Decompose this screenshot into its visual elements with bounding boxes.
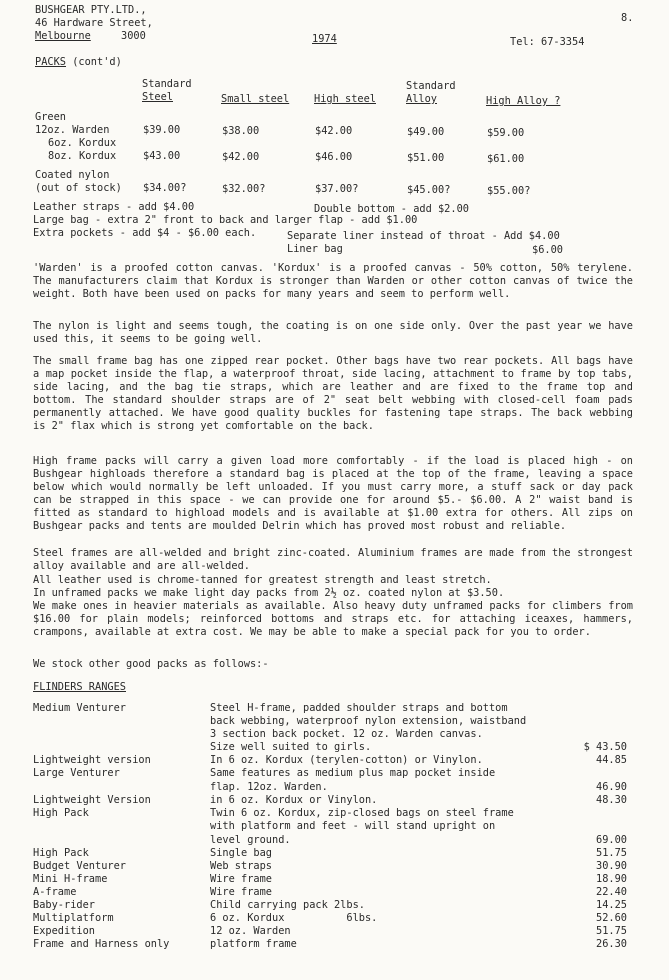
price-cell: $42.00 — [222, 151, 260, 163]
list-item — [33, 781, 633, 794]
extra-pockets: Extra pockets - add $4 - $6.00 each. — [33, 227, 257, 239]
item-price: 51.75 — [596, 847, 627, 859]
item-desc: with platform and feet - will stand upright on — [210, 820, 496, 832]
item-name: Budget Venturer — [33, 860, 126, 872]
row-label-6oz-kordux: 6oz. Kordux — [48, 137, 117, 149]
price-cell: $59.00 — [487, 127, 525, 139]
row-label-out-of-stock: (out of stock) — [35, 182, 122, 194]
extra-separate-liner: Separate liner instead of throat - Add $4.00 — [287, 230, 560, 242]
item-desc: Same features as medium plus map pocket inside — [210, 767, 496, 779]
list-item — [33, 938, 633, 951]
item-price: 51.75 — [596, 925, 627, 937]
list-item — [33, 715, 633, 728]
item-desc: Twin 6 oz. Kordux, zip-closed bags on steel frame — [210, 807, 514, 819]
item-name: Mini H-frame — [33, 873, 108, 885]
item-name: High Pack — [33, 807, 89, 819]
list-item — [33, 807, 633, 820]
item-desc: Child carrying pack 2lbs. — [210, 899, 365, 911]
company-name: BUSHGEAR PTY.LTD., — [35, 4, 147, 16]
item-desc: Wire frame — [210, 873, 272, 885]
item-name: Expedition — [33, 925, 95, 937]
list-item — [33, 767, 633, 780]
item-price: 30.90 — [596, 860, 627, 872]
paragraph-materials: 'Warden' is a proofed cotton canvas. 'Kordux' is a proofed canvas - 50% cotton, 50% terylene. The manufacturers claim that Kordux is stronger than Warden or other cotton canvas of twice the weight. Both have been used on packs for many years and seem to perform well. — [33, 262, 633, 300]
page-number: 8. — [621, 12, 634, 24]
price-cell: $61.00 — [487, 153, 525, 165]
col-header-standard-alloy: Alloy — [406, 93, 437, 105]
packs-cont: (cont'd) — [72, 56, 122, 68]
item-name: Baby-rider — [33, 899, 95, 911]
item-desc: Size well suited to girls. — [210, 741, 372, 753]
price-cell: $45.00? — [407, 184, 451, 196]
price-cell: $37.00? — [315, 183, 359, 195]
item-desc: Wire frame — [210, 886, 272, 898]
packs-title: PACKS — [35, 56, 66, 68]
item-name: Frame and Harness only — [33, 938, 170, 950]
item-price: 26.30 — [596, 938, 627, 950]
list-item — [33, 834, 633, 847]
extra-leather-straps: Leather straps - add $4.00 — [33, 201, 195, 213]
item-name: Large Venturer — [33, 767, 120, 779]
list-item — [33, 886, 633, 899]
item-price: $ 43.50 — [583, 741, 627, 753]
paragraph-frames: Steel frames are all-welded and bright zinc-coated. Aluminium frames are made from the strongest alloy available and are all-welded. — [33, 547, 633, 572]
col-header-standard-steel-line1: Standard — [142, 78, 192, 90]
company-postcode: 3000 — [121, 30, 146, 42]
col-header-small-steel: Small steel — [221, 93, 290, 105]
item-desc: level ground. — [210, 834, 291, 846]
telephone: Tel: 67-3354 — [510, 36, 585, 48]
item-desc: In 6 oz. Kordux (terylen-cotton) or Vinylon. — [210, 754, 483, 766]
item-price: 48.30 — [596, 794, 627, 806]
list-item — [33, 899, 633, 912]
paragraph-leather: All leather used is chrome-tanned for greatest strength and least stretch. — [33, 574, 492, 586]
group-green-label: Green — [35, 111, 66, 123]
item-desc: 3 section back pocket. 12 oz. Warden canvas. — [210, 728, 483, 740]
paragraph-heavy-duty: We make ones in heavier materials as available. Also heavy duty unframed packs for climbers from $16.00 for plain models; reinforced bottoms and straps etc. for attaching iceaxes, hammers, crampons, available at extra cost. We may be able to make a special pack for you to order. — [33, 600, 633, 638]
col-header-high-steel: High steel — [314, 93, 376, 105]
item-price: 69.00 — [596, 834, 627, 846]
price-cell: $43.00 — [143, 150, 181, 162]
price-cell: $34.00? — [143, 182, 187, 194]
list-item — [33, 728, 633, 741]
price-cell: $46.00 — [315, 151, 353, 163]
item-price: 46.90 — [596, 781, 627, 793]
item-name: High Pack — [33, 847, 89, 859]
price-cell: $38.00 — [222, 125, 260, 137]
company-street: 46 Hardware Street, — [35, 17, 153, 29]
price-cell: $55.00? — [487, 185, 531, 197]
col-header-standard-steel: Steel — [142, 91, 173, 103]
item-desc: 6 oz. Kordux 6lbs. — [210, 912, 378, 924]
item-name: Multiplatform — [33, 912, 114, 924]
row-label-8oz-kordux: 8oz. Kordux — [48, 150, 117, 162]
item-price: 52.60 — [596, 912, 627, 924]
extra-liner-price: $6.00 — [532, 244, 563, 256]
item-desc: in 6 oz. Kordux or Vinylon. — [210, 794, 378, 806]
item-name: Lightweight Version — [33, 794, 151, 806]
price-cell: $42.00 — [315, 125, 353, 137]
item-desc: flap. 12oz. Warden. — [210, 781, 328, 793]
col-header-standard-alloy-line1: Standard — [406, 80, 456, 92]
col-header-high-alloy: High Alloy ? — [486, 95, 561, 107]
packs-heading — [35, 56, 122, 69]
item-desc: platform frame — [210, 938, 297, 950]
list-item — [33, 794, 633, 807]
list-item — [33, 847, 633, 860]
item-price: 18.90 — [596, 873, 627, 885]
list-item — [33, 820, 633, 833]
item-desc: 12 oz. Warden — [210, 925, 291, 937]
list-item — [33, 702, 633, 715]
item-desc: back webbing, waterproof nylon extension, waistband — [210, 715, 527, 727]
item-desc: Single bag — [210, 847, 272, 859]
list-item — [33, 912, 633, 925]
extra-double-bottom: Double bottom - add $2.00 — [314, 203, 469, 215]
list-item — [33, 754, 633, 767]
list-item — [33, 925, 633, 938]
price-cell: $39.00 — [143, 124, 181, 136]
item-name: A-frame — [33, 886, 77, 898]
extra-liner-bag: Liner bag — [287, 243, 343, 255]
list-item — [33, 873, 633, 886]
catalogue-year: 1974 — [312, 33, 337, 45]
item-desc: Web straps — [210, 860, 272, 872]
row-label-coated-nylon: Coated nylon — [35, 169, 110, 181]
paragraph-nylon: The nylon is light and seems tough, the coating is on one side only. Over the past year we have used this, it seems to be going well. — [33, 320, 633, 345]
price-cell: $49.00 — [407, 126, 445, 138]
price-cell: $51.00 — [407, 152, 445, 164]
paragraph-high-frame: High frame packs will carry a given load more comfortably - if the load is placed high - on Bushgear highloads therefore a standard bag is placed at the top of the frame, leaving a space below which would normally be left unloaded. If you must carry more, a stuff sack or day pack can be strapped in this space - we can provide one for around $5.- $6.00. A 2" waist band is fitted as standard to highload models and is available at $1.00 extra for others. All zips on Bushgear packs and tents are moulded Delrin which has proved most robust and reliable. — [33, 455, 633, 532]
paragraph-bag-features: The small frame bag has one zipped rear pocket. Other bags have two rear pockets. All bags have a map pocket inside the flap, a waterproof throat, side lacing, attachment to frame by top tabs, side lacing, and the bag tie straps, which are leather and are fixed to the frame top and bottom. The standard shoulder straps are of 2" seat belt webbing with closed-cell foam pads permanently attached. We have good quality buckles for fastening tape straps. The back webbing is 2" flax which is strong yet comfortable on the back. — [33, 355, 633, 432]
company-city: Melbourne — [35, 30, 91, 42]
paragraph-unframed: In unframed packs we make light day packs from 2½ oz. coated nylon at $3.50. — [33, 587, 505, 599]
list-item — [33, 860, 633, 873]
item-price: 44.85 — [596, 754, 627, 766]
flinders-heading: FLINDERS RANGES — [33, 681, 126, 693]
item-price: 14.25 — [596, 899, 627, 911]
item-desc: Steel H-frame, padded shoulder straps and bottom — [210, 702, 508, 714]
extra-large-bag: Large bag - extra 2" front to back and larger flap - add $1.00 — [33, 214, 418, 226]
paragraph-other-packs: We stock other good packs as follows:- — [33, 658, 269, 670]
item-name: Medium Venturer — [33, 702, 126, 714]
item-price: 22.40 — [596, 886, 627, 898]
price-cell: $32.00? — [222, 183, 266, 195]
row-label-12oz-warden: 12oz. Warden — [35, 124, 110, 136]
list-item — [33, 741, 633, 754]
item-name: Lightweight version — [33, 754, 151, 766]
